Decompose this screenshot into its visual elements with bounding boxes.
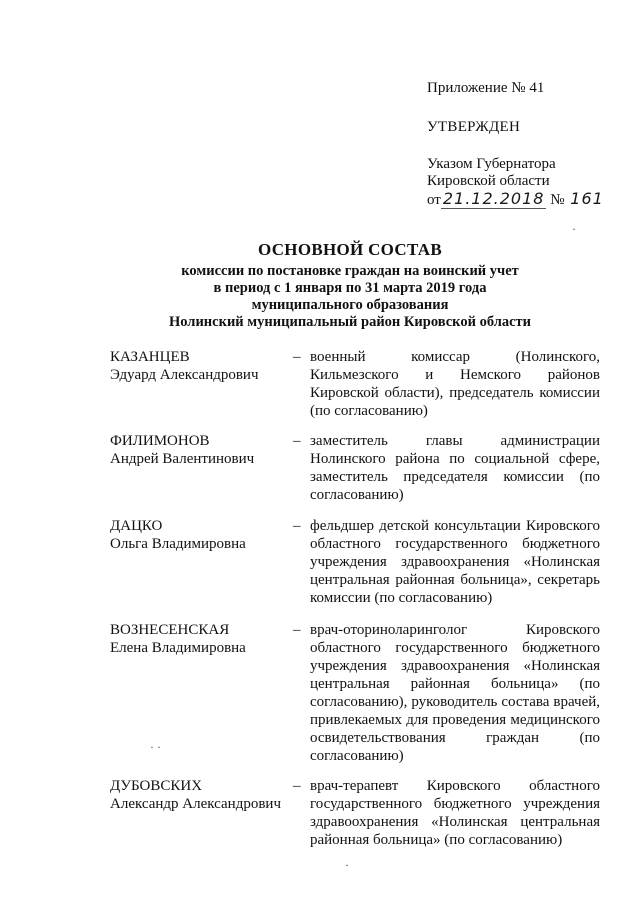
scan-speck: · [345,858,349,872]
scan-speck: · [572,222,576,236]
date-prefix: от [427,192,441,208]
member-dash: – [293,349,301,365]
member-name [110,621,290,657]
member-surname: ДУБОВСКИХ [110,778,203,794]
scan-speck: · · [150,740,161,754]
member-surname: ФИЛИМОНОВ [110,433,210,449]
member-role: врач-оториноларинголог Кировского областного государственного бюджетного учреждения здравоохранения «Нолинская центральная районная больница» (по согласованию), руководитель состава врачей, привлекаемых для проведения медицинского освидетельствования граждан (по согласованию) [310,622,600,764]
handwritten-number: 161 [570,189,604,208]
member-dash: – [293,518,301,534]
member-given-name: Андрей Валентинович [110,451,255,467]
title-line-4: Нолинский муниципальный район Кировской области [168,314,532,330]
member-name [110,777,290,813]
member-dash: – [293,433,301,449]
handwritten-date: 21.12.2018 [442,189,545,208]
approved-stamp-text: УТВЕРЖДЕН [427,119,521,135]
member-surname: КАЗАНЦЕВ [110,349,190,365]
member-dash: – [293,622,301,638]
member-given-name: Эдуард Александрович [110,367,259,383]
member-surname: ВОЗНЕСЕНСКАЯ [110,622,230,638]
title-main: ОСНОВНОЙ СОСТАВ [257,240,442,259]
member-name [110,517,290,553]
member-name [110,432,290,468]
member-given-name: Елена Владимировна [110,640,246,656]
decree-date-line [427,190,627,209]
member-given-name: Ольга Владимировна [110,536,246,552]
member-role: фельдшер детской консультации Кировского областного государственного бюджетного учреждения здравоохранения «Нолинская центральная районная больница», секретарь комиссии (по согласованию) [310,518,600,606]
appendix-number: Приложение № 41 [427,80,545,96]
title-line-1: комиссии по постановке граждан на воинский учет [181,263,519,279]
member-role: заместитель главы администрации Нолинского района по социальной сфере, заместитель председателя комиссии (по согласованию) [310,433,600,503]
title-line-3: муниципального образования [251,297,449,313]
member-role: врач-терапевт Кировского областного государственного бюджетного учреждения здравоохранения «Нолинская центральная районная больница» (по согласованию) [310,778,600,848]
title-line-2: в период с 1 января по 31 марта 2019 года [213,280,487,296]
decree-line-2: Кировской области [427,173,550,189]
approval-block [427,80,627,209]
member-role: военный комиссар (Нолинского, Кильмезского и Немского районов Кировской области), председатель комиссии (по согласованию) [310,349,600,419]
document-title [110,240,590,331]
member-name [110,348,290,384]
member-given-name: Александр Александрович [110,796,281,812]
number-sign: № [550,192,565,208]
member-surname: ДАЦКО [110,518,163,534]
decree-line-1: Указом Губернатора [427,156,556,172]
member-dash: – [293,778,301,794]
